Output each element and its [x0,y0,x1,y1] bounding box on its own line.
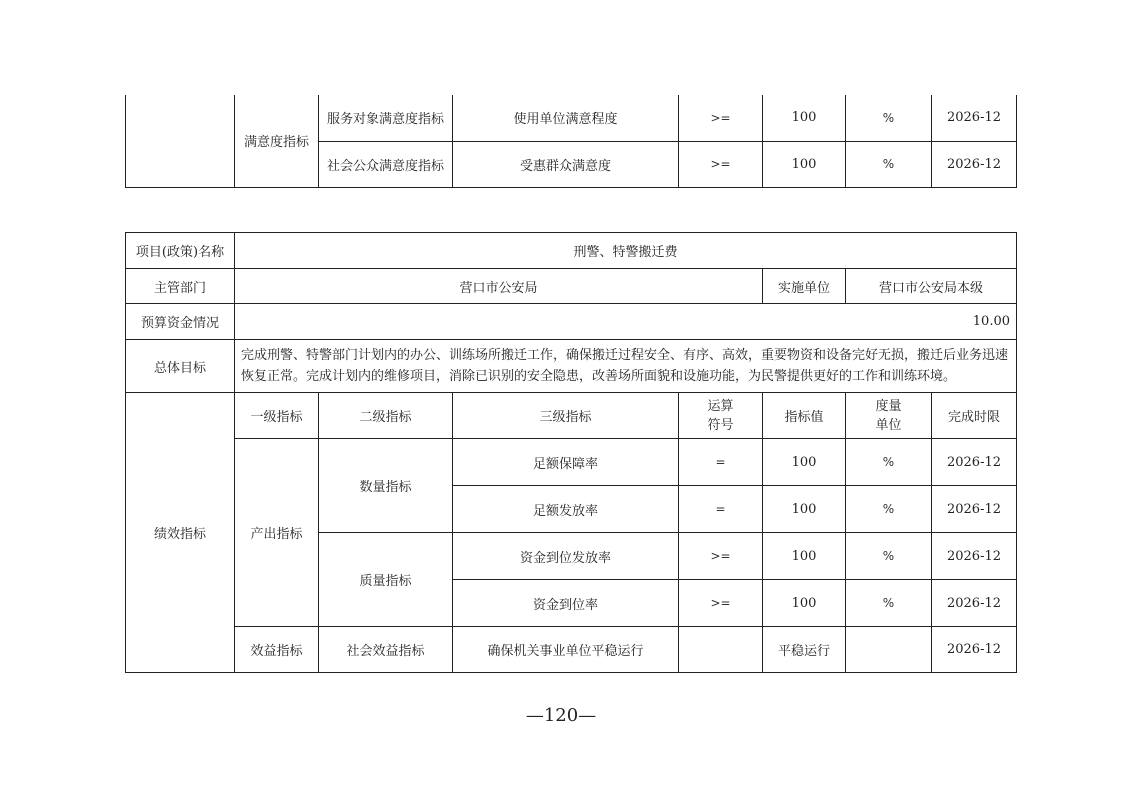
header-deadline: 完成时限 [932,393,1017,439]
dept-value: 营口市公安局 [235,269,763,304]
level2-cell: 服务对象满意度指标 [319,95,453,141]
deadline-cell: 2026-12 [932,627,1017,673]
level3-cell: 资金到位发放率 [453,533,679,580]
impl-value: 营口市公安局本级 [846,269,1017,304]
header-level1: 一级指标 [235,393,319,439]
deadline-cell: 2026-12 [932,533,1017,580]
level3-cell: 使用单位满意程度 [453,95,679,141]
level1-benefit: 效益指标 [235,627,319,673]
level1-satisfaction: 满意度指标 [235,95,319,187]
satisfaction-table [125,95,1017,188]
project-performance-table [125,232,1017,673]
operator-cell: = [679,486,763,533]
unit-cell: % [846,439,932,486]
header-operator: 运算 符号 [679,393,763,439]
unit-cell: % [846,580,932,627]
value-cell: 平稳运行 [763,627,846,673]
operator-cell: >= [679,533,763,580]
performance-label: 绩效指标 [126,393,235,673]
level3-cell: 足额发放率 [453,486,679,533]
operator-cell: >= [679,580,763,627]
value-cell: 100 [763,439,846,486]
level2-social-benefit: 社会效益指标 [319,627,453,673]
level3-cell: 资金到位率 [453,580,679,627]
value-cell: 100 [763,486,846,533]
level3-cell: 受惠群众满意度 [453,141,679,187]
empty-category-cell [126,95,235,187]
deadline-cell: 2026-12 [932,580,1017,627]
operator-cell: >= [679,95,763,141]
operator-cell: >= [679,141,763,187]
value-cell: 100 [763,141,846,187]
budget-value: 10.00 [235,304,1017,340]
level2-quality: 质量指标 [319,533,453,627]
project-name: 刑警、特警搬迁费 [235,233,1017,269]
level1-output: 产出指标 [235,439,319,627]
level3-cell: 确保机关事业单位平稳运行 [453,627,679,673]
unit-cell: % [846,486,932,533]
value-cell: 100 [763,95,846,141]
page-number: —120— [525,705,597,726]
operator-cell: = [679,439,763,486]
level2-quantity: 数量指标 [319,439,453,533]
deadline-cell: 2026-12 [932,486,1017,533]
project-name-label: 项目(政策)名称 [126,233,235,269]
unit-cell: % [846,95,932,141]
impl-label: 实施单位 [763,269,846,304]
header-level3: 三级指标 [453,393,679,439]
goal-text: 完成刑警、特警部门计划内的办公、训练场所搬迁工作，确保搬迁过程安全、有序、高效，重要物资和设备完好无损，搬迁后业务迅速恢复正常。完成计划内的维修项目，消除已识别的安全隐患，改善场所面貌和设施功能，为民警提供更好的工作和训练环境。 [235,340,1017,393]
value-cell: 100 [763,533,846,580]
header-unit: 度量 单位 [846,393,932,439]
dept-label: 主管部门 [126,269,235,304]
deadline-cell: 2026-12 [932,439,1017,486]
budget-label: 预算资金情况 [126,304,235,340]
goal-label: 总体目标 [126,340,235,393]
header-value: 指标值 [763,393,846,439]
unit-cell: % [846,141,932,187]
operator-cell [679,627,763,673]
unit-cell: % [846,533,932,580]
deadline-cell: 2026-12 [932,95,1017,141]
unit-cell [846,627,932,673]
value-cell: 100 [763,580,846,627]
deadline-cell: 2026-12 [932,141,1017,187]
level2-cell: 社会公众满意度指标 [319,141,453,187]
header-level2: 二级指标 [319,393,453,439]
level3-cell: 足额保障率 [453,439,679,486]
